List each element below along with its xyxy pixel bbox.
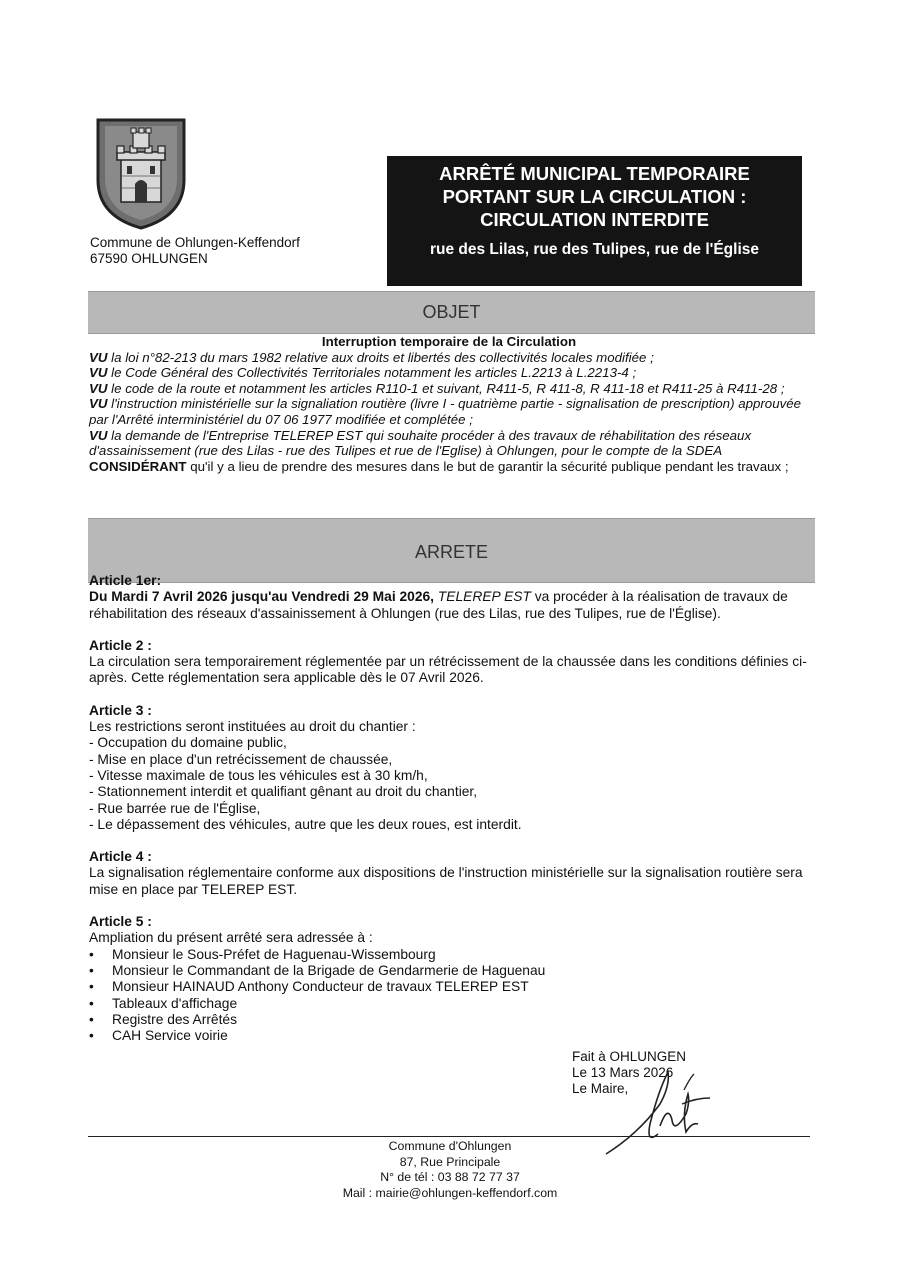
signature-date: Le 13 Mars 2026 [572, 1065, 674, 1080]
vu-item [89, 428, 809, 459]
list-item: - Le dépassement des véhicules, autre que les deux roues, est interdit. [89, 816, 522, 832]
vu-text: la demande de l'Entreprise TELEREP EST qui souhaite procéder à des travaux de réhabilitation des réseaux d'assainissement (rue des Lilas - rue des Tulipes et rue de l'Eglise) à Ohlungen, pour le compte de la SDEA [89, 427, 752, 459]
article-5-intro: Ampliation du présent arrêté sera adressée à : [89, 930, 373, 946]
commune-address [90, 235, 300, 267]
objet-section [89, 334, 809, 474]
article-1-dates: Du Mardi 7 Avril 2026 jusqu'au Vendredi 29 Mai 2026, [89, 589, 435, 605]
commune-name: Commune de Ohlungen-Keffendorf [90, 235, 300, 250]
vu-text: le Code Général des Collectivités Territoriales notamment les articles L.2213 à L.2213-4 ; [107, 365, 637, 381]
considerant [89, 459, 809, 475]
vu-prefix: VU [89, 349, 108, 365]
footer-phone: N° de tél : 03 88 72 77 37 [380, 1170, 520, 1184]
title-box [387, 156, 802, 286]
articles-section [89, 573, 814, 1044]
arrete-band: ARRETE [88, 518, 815, 583]
considerant-text: qu'il y a lieu de prendre des mesures dans le but de garantir la sécurité publique pendant les travaux ; [186, 458, 789, 474]
title-line-1: ARRÊTÉ MUNICIPAL TEMPORAIRE [439, 163, 750, 184]
recipient-item: • Tableaux d'affichage [89, 996, 814, 1012]
article-2-title: Article 2 : [89, 637, 152, 653]
signature-place: Fait à OHLUNGEN [572, 1049, 687, 1064]
article-4-text: La signalisation réglementaire conforme aux dispositions de l'instruction ministérielle sur la signalisation routière sera mise en place par TELEREP EST. [89, 865, 803, 897]
recipient-list [89, 947, 814, 1045]
article-1-text: va procéder à la réalisation de travaux de réhabilitation des réseaux d'assainissement à Ohlungen (rue des Lilas, rue des Tulipes, rue de l'Église). [89, 589, 788, 621]
footer-address: 87, Rue Principale [399, 1154, 501, 1169]
recipient-item: • Registre des Arrêtés [89, 1012, 814, 1028]
recipient-item: • Monsieur le Commandant de la Brigade de Gendarmerie de Haguenau [89, 963, 814, 979]
list-item: - Occupation du domaine public, [89, 735, 287, 751]
list-item: - Stationnement interdit et qualifiant gênant au droit du chantier, [89, 784, 478, 800]
footer [250, 1139, 650, 1201]
list-item: - Mise en place d'un retrécissement de chaussée, [89, 751, 393, 767]
vu-prefix: VU [89, 380, 108, 396]
list-item: - Rue barrée rue de l'Église, [89, 800, 261, 816]
vu-item [89, 350, 809, 366]
title-line-2: PORTANT SUR LA CIRCULATION : [442, 186, 747, 207]
article-3-intro: Les restrictions seront instituées au droit du chantier : [89, 719, 416, 735]
article-3-title: Article 3 : [89, 702, 152, 718]
article-5-title: Article 5 : [89, 914, 152, 930]
vu-text: la loi n°82-213 du mars 1982 relative aux droits et libertés des collectivités locales modifiée ; [107, 349, 654, 365]
footer-divider [88, 1136, 810, 1137]
objet-band: OBJET [88, 291, 815, 334]
article-1-company: TELEREP EST [437, 589, 531, 605]
recipient-item: • Monsieur HAINAUD Anthony Conducteur de travaux TELEREP EST [89, 979, 814, 995]
commune-postal: 67590 OHLUNGEN [90, 251, 208, 266]
commune-crest-icon [95, 118, 187, 230]
signature-role: Le Maire, [572, 1081, 629, 1096]
vu-prefix: VU [89, 365, 108, 381]
footer-mail: Mail : mairie@ohlungen-keffendorf.com [342, 1185, 558, 1200]
title-line-3: CIRCULATION INTERDITE [480, 209, 709, 230]
vu-prefix: VU [89, 396, 108, 412]
vu-prefix: VU [89, 427, 108, 443]
article-1-title: Article 1er: [89, 573, 162, 588]
vu-item [89, 396, 809, 427]
recipient-item: • Monsieur le Sous-Préfet de Haguenau-Wissembourg [89, 947, 814, 963]
article-4-title: Article 4 : [89, 849, 152, 865]
article-1-body [89, 589, 814, 622]
objet-heading: Interruption temporaire de la Circulation [321, 334, 577, 349]
considerant-prefix: CONSIDÉRANT [89, 458, 187, 474]
vu-text: l'instruction ministérielle sur la signaliation routière (livre I - quatrième partie - signalisation de prescription) approuvée par l'Arrêté interministériel du 07 06 1977 modifiée et complétée ; [89, 396, 802, 427]
vu-item [89, 381, 809, 397]
recipient-item: • CAH Service voirie [89, 1028, 814, 1044]
title-subtitle: rue des Lilas, rue des Tulipes, rue de l'Église [429, 241, 759, 258]
article-2-text: La circulation sera temporairement réglementée par un rétrécissement de la chaussée dans les conditions définies ci-après. Cette réglementation sera applicable dès le 07 Avril 2026. [89, 654, 807, 686]
list-item: - Vitesse maximale de tous les véhicules est à 30 km/h, [89, 767, 428, 783]
vu-item [89, 365, 809, 381]
footer-name: Commune d'Ohlungen [388, 1139, 512, 1153]
vu-text: le code de la route et notamment les articles R110-1 et suivant, R411-5, R 411-8, R 411-18 et R411-25 à R411-28 ; [107, 380, 785, 396]
